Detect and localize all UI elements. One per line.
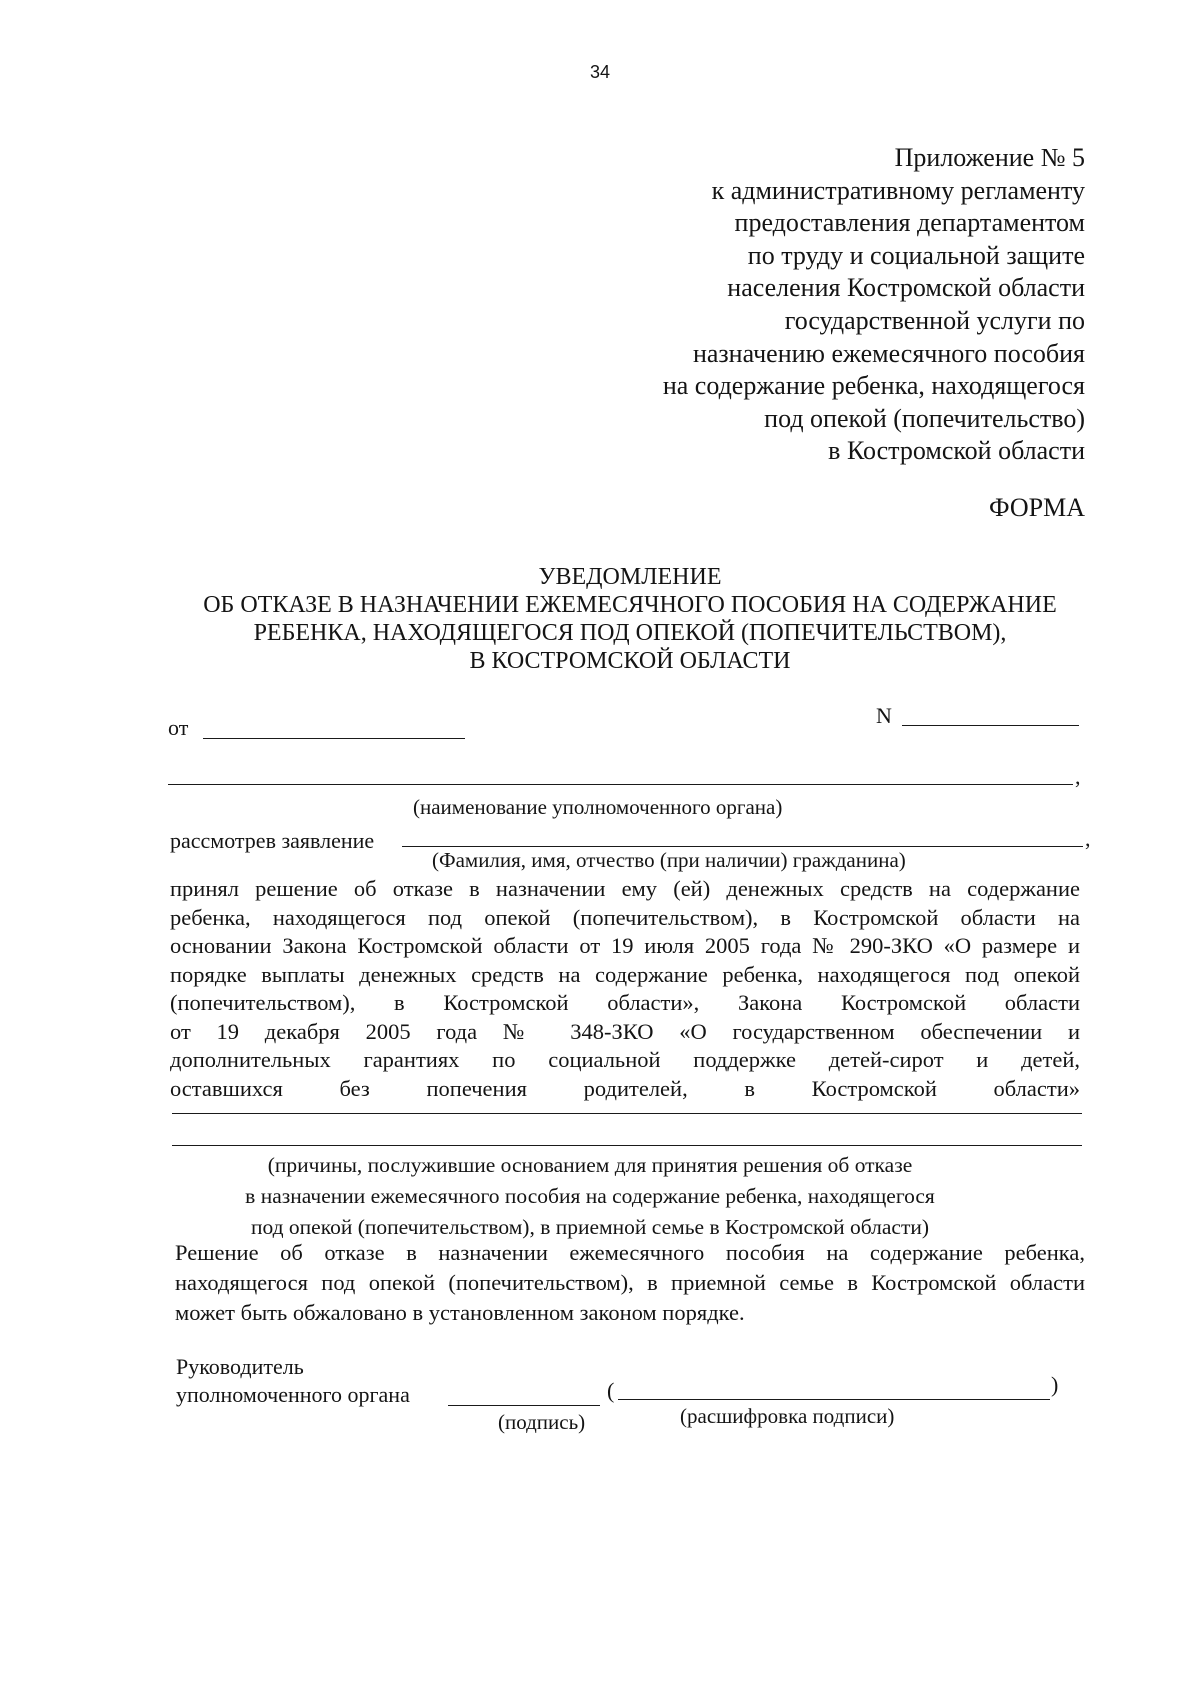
number-label: N <box>876 703 892 728</box>
close-paren: ) <box>1051 1372 1059 1397</box>
appendix-line: Приложение № 5 <box>894 143 1085 172</box>
application-label: рассмотрев заявление <box>170 828 375 853</box>
reasons-caption-line: под опекой (попечительством), в приемной семье в Костромской области) <box>250 1215 930 1239</box>
appendix-line: на содержание ребенка, находящегося <box>662 371 1085 401</box>
page-number: 34 <box>589 62 611 82</box>
signature-caption: (подпись) <box>498 1410 586 1434</box>
appeal-paragraph <box>175 1238 1085 1328</box>
paragraph-line: ребенка, находящегося под опекой (попечительством), в Костромской области на <box>170 904 1080 930</box>
appendix-line: населения Костромской области <box>727 273 1085 303</box>
title-line: В КОСТРОМСКОЙ ОБЛАСТИ <box>469 648 791 674</box>
decoding-caption: (расшифровка подписи) <box>680 1404 895 1428</box>
appendix-line: предоставления департаментом <box>734 208 1085 238</box>
paragraph-line: порядке выплаты денежных средств на содержание ребенка, находящегося под опекой <box>170 961 1080 987</box>
appeal-line: может быть обжаловано в установленном законом порядке. <box>175 1300 745 1325</box>
reasons-caption <box>170 1150 1010 1243</box>
appendix-line: по труду и социальной защите <box>747 240 1085 270</box>
paragraph-line: принял решение об отказе в назначении ему (ей) денежных средств на содержание <box>170 876 1080 901</box>
authority-caption: (наименование уполномоченного органа) <box>413 795 783 819</box>
appendix-block <box>525 142 1085 468</box>
signature-decoding-field[interactable] <box>618 1399 1050 1400</box>
applicant-caption: (Фамилия, имя, отчество (при наличии) гражданина) <box>432 848 906 872</box>
from-date-label: от <box>168 715 189 740</box>
reasons-caption-line: (причины, послужившие основанием для принятия решения об отказе <box>267 1153 913 1177</box>
authority-comma: , <box>1075 764 1081 789</box>
appendix-line: государственной услуги по <box>784 305 1085 335</box>
org-label: уполномоченного органа <box>176 1382 410 1407</box>
reasons-caption-line: в назначении ежемесячного пособия на содержание ребенка, находящегося <box>245 1184 935 1208</box>
paragraph-line: (попечительством), в Костромской области», Закона Костромской области <box>170 990 1080 1015</box>
form-label: ФОРМА <box>989 493 1085 522</box>
authority-field[interactable] <box>168 784 1073 785</box>
open-paren: ( <box>607 1378 615 1403</box>
number-field[interactable] <box>902 725 1079 726</box>
decision-paragraph <box>170 875 1080 1103</box>
signature-field[interactable] <box>448 1405 600 1406</box>
paragraph-line: дополнительных гарантиях по социальной поддержке детей-сирот и детей, <box>170 1047 1080 1072</box>
paragraph-line: от 19 декабря 2005 года № 348-ЗКО «О государственном обеспечении и <box>170 1018 1080 1044</box>
appeal-line: Решение об отказе в назначении ежемесячного пособия на содержание ребенка, <box>175 1240 1085 1265</box>
head-label: Руководитель <box>176 1354 304 1379</box>
title-line: ОБ ОТКАЗЕ В НАЗНАЧЕНИИ ЕЖЕМЕСЯЧНОГО ПОСОБИЯ НА СОДЕРЖАНИЕ <box>203 592 1057 618</box>
paragraph-line: основании Закона Костромской области от 19 июля 2005 года № 290-ЗКО «О размере и <box>170 933 1080 958</box>
appendix-line: в Костромской области <box>828 436 1085 466</box>
paragraph-line: оставшихся без попечения родителей, в Костромской области» <box>170 1075 1080 1101</box>
appendix-line: к административному регламенту <box>711 175 1085 205</box>
reason-field-2[interactable] <box>172 1145 1082 1146</box>
appendix-line: под опекой (попечительство) <box>764 403 1085 433</box>
title-line: РЕБЕНКА, НАХОДЯЩЕГОСЯ ПОД ОПЕКОЙ (ПОПЕЧИТЕЛЬСТВОМ), <box>253 620 1007 646</box>
title-line: УВЕДОМЛЕНИЕ <box>538 564 722 590</box>
document-title <box>150 563 1110 675</box>
appeal-line: находящегося под опекой (попечительством), в приемной семье в Костромской области <box>175 1270 1085 1295</box>
application-comma: , <box>1085 826 1091 851</box>
applicant-field[interactable] <box>402 846 1083 847</box>
from-date-field[interactable] <box>203 738 465 739</box>
appendix-line: назначению ежемесячного пособия <box>692 338 1085 368</box>
reason-field-1[interactable] <box>172 1113 1082 1114</box>
